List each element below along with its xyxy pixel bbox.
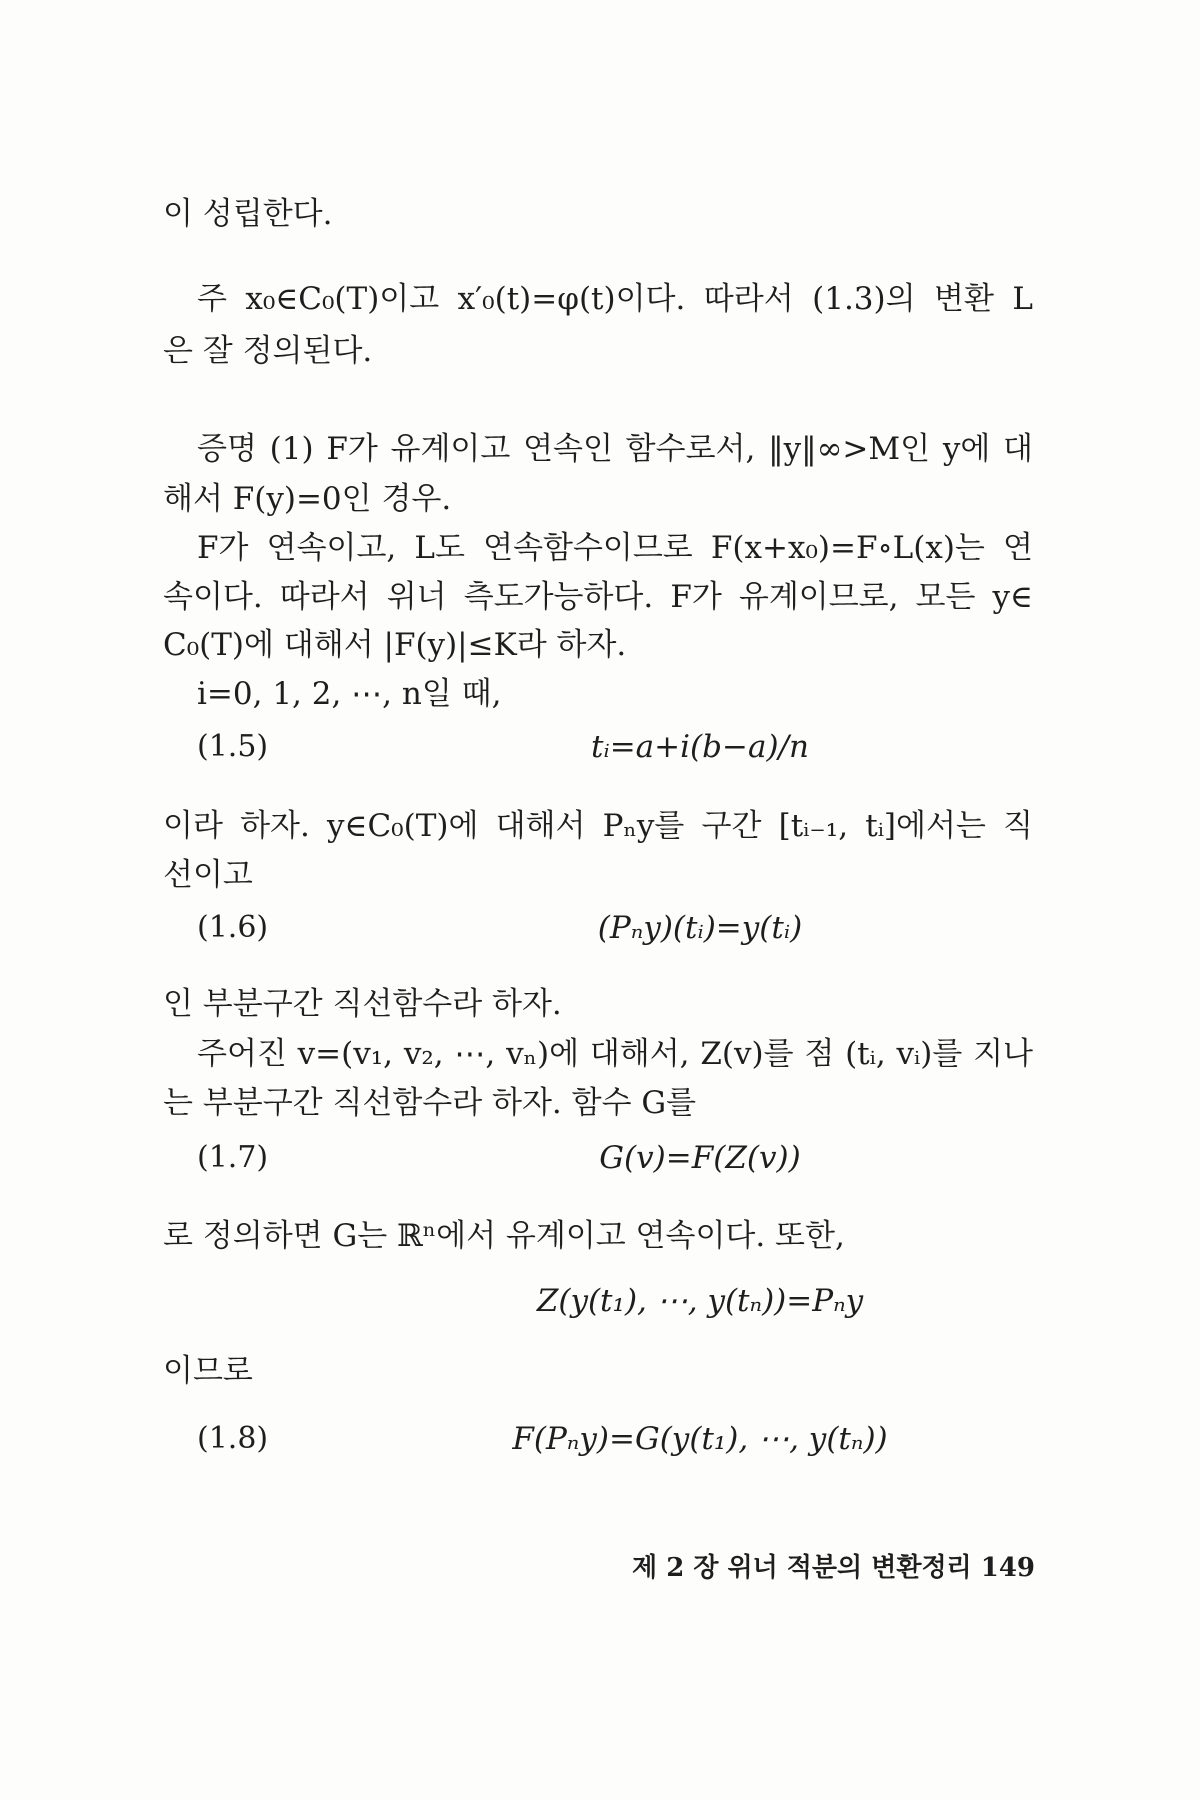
text-line: 증명 (1) F가 유계이고 연속인 함수로서, ‖y‖∞>M인 y에 대 [197, 431, 1033, 467]
equation: tᵢ=a+i(b−a)/n [591, 729, 809, 765]
equation: (Pₙy)(tᵢ)=y(tᵢ) [597, 910, 803, 946]
text-line: 주어진 v=(v₁, v₂, ⋯, vₙ)에 대해서, Z(v)를 점 (tᵢ, vᵢ)를 지나 [197, 1036, 1033, 1072]
text-line: 주 x₀∈C₀(T)이고 x′₀(t)=φ(t)이다. 따라서 (1.3)의 변환 L [197, 281, 1033, 317]
equation-number: (1.5) [197, 729, 269, 764]
equation: Z(y(t₁), ⋯, y(tₙ))=Pₙy [536, 1283, 864, 1319]
text-line: 로 정의하면 G는 ℝⁿ에서 유계이고 연속이다. 또한, [163, 1218, 845, 1254]
text-line: 속이다. 따라서 위너 측도가능하다. F가 유계이므로, 모든 y∈ [163, 579, 1033, 615]
equation-number: (1.6) [197, 910, 269, 945]
text-line: 인 부분구간 직선함수라 하자. [163, 986, 562, 1022]
page-footer: 제 2 장 위너 적분의 변환정리 149 [632, 1553, 1035, 1583]
text-line: 해서 F(y)=0인 경우. [163, 481, 452, 517]
text-line: 선이고 [163, 857, 253, 893]
equation-number: (1.8) [197, 1421, 269, 1456]
text-line: 이라 하자. y∈C₀(T)에 대해서 Pₙy를 구간 [tᵢ₋₁, tᵢ]에서는 직 [163, 808, 1033, 844]
text-line: 는 부분구간 직선함수라 하자. 함수 G를 [163, 1085, 697, 1121]
text-line: C₀(T)에 대해서 |F(y)|≤K라 하자. [163, 627, 627, 663]
text-line: 은 잘 정의된다. [163, 333, 373, 369]
text-line: F가 연속이고, L도 연속함수이므로 F(x+x₀)=F∘L(x)는 연 [197, 530, 1033, 566]
equation: F(Pₙy)=G(y(t₁), ⋯, y(tₙ)) [512, 1421, 888, 1457]
text-line: i=0, 1, 2, ⋯, n일 때, [197, 676, 502, 712]
equation: G(v)=F(Z(v)) [599, 1140, 801, 1176]
text-line: 이므로 [163, 1353, 253, 1389]
text-line: 이 성립한다. [163, 196, 333, 232]
equation-number: (1.7) [197, 1140, 269, 1175]
